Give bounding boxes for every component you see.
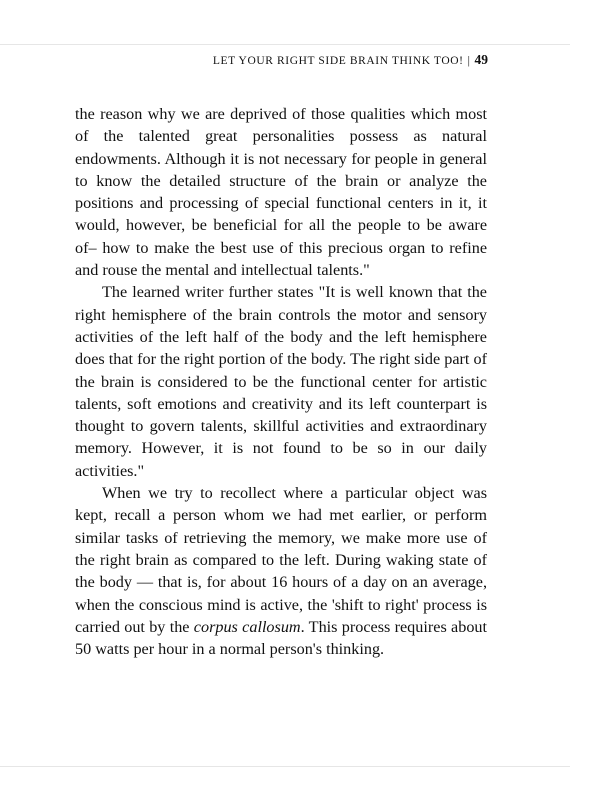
- running-head: [213, 52, 488, 68]
- header-separator: |: [467, 55, 471, 67]
- body-text: [75, 103, 487, 660]
- paragraph-3-text-start: When we try to recollect where a particular object was kept, recall a person whom we had met earlier, or perform similar tasks of retrieving the memory, we make more use of the right brain as compared to the left. During waking state of the body — that is, for about 16 hours of a day on an average, when the conscious mind is active, the 'shift to right' process is carried out by the: [75, 484, 487, 636]
- paragraph-3-text-end: . This process requires about 50 watts per hour in a normal person's thinking.: [75, 617, 488, 659]
- page-number: 49: [474, 52, 488, 67]
- italic-term: corpus callosum: [193, 617, 301, 636]
- paragraph-1: the reason why we are deprived of those qualities which most of the talented great personalities possess as natural endowments. Although it is not necessary for people in general to know the detailed structure of the brain or analyze the positions and processing of special functional centers in it, it would, however, be beneficial for all the people to be aware of– how to make the best use of this precious organ to refine and rouse the mental and intellectual talents.": [75, 105, 487, 280]
- paragraph-3: [75, 482, 487, 660]
- running-title: LET YOUR RIGHT SIDE BRAIN THINK TOO!: [212, 55, 464, 67]
- bottom-rule: [0, 766, 570, 767]
- paragraph-2: The learned writer further states "It is well known that the right hemisphere of the brain controls the motor and sensory activities of the left half of the body and the left hemisphere does that for the right portion of the body. The right side part of the brain is considered to be the functional center for artistic talents, soft emotions and creativity and its left counterpart is thought to govern talents, skillful activities and extraordinary memory. However, it is not found to be so in our daily activities.": [75, 283, 487, 480]
- top-rule: [0, 44, 570, 45]
